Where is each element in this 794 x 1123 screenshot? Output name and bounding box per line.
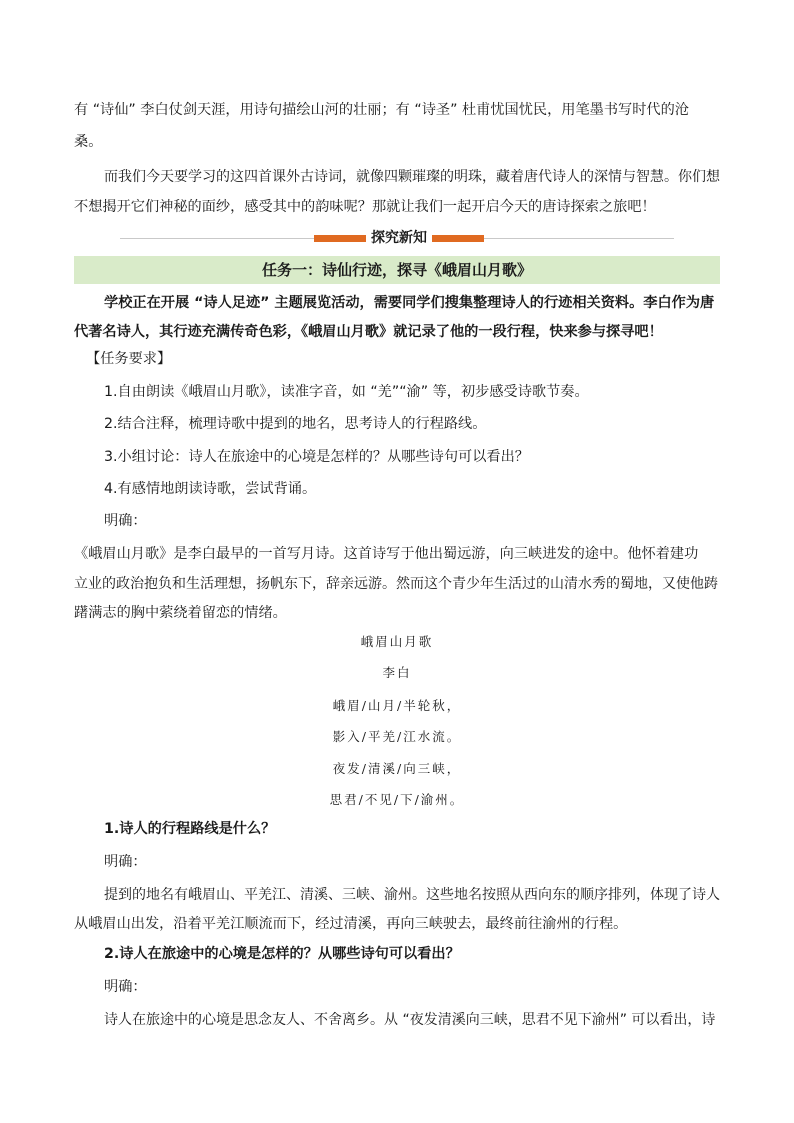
poem-line-3: 夜发/清溪/向三峡， bbox=[332, 761, 462, 776]
clarify-line-1: 《峨眉山月歌》是李白最早的一首写月诗。这首诗写于他出蜀远游，向三峡进发的途中。他怀着建功 bbox=[74, 546, 699, 562]
section-title: 探究新知 bbox=[366, 228, 432, 248]
requirement-2: 2.结合注释，梳理诗歌中提到的地名，思考诗人的行程路线。 bbox=[104, 416, 487, 432]
question-2-clarify-label: 明确： bbox=[104, 979, 147, 995]
intro-line-3: 而我们今天要学习的这四首课外古诗词，就像四颗璀璨的明珠，藏着唐代诗人的深情与智慧。你们想 bbox=[104, 169, 720, 185]
task-requirements-heading: 【任务要求】 bbox=[86, 351, 172, 367]
intro-line-4: 不想揭开它们神秘的面纱，感受其中的韵味呢？那就让我们一起开启今天的唐诗探索之旅吧！ bbox=[74, 199, 656, 215]
question-1-clarify-label: 明确： bbox=[104, 854, 147, 870]
divider-accent-left bbox=[314, 235, 366, 242]
intro-line-2: 桑。 bbox=[74, 134, 103, 150]
poem-title: 峨眉山月歌 bbox=[360, 634, 434, 649]
question-1-answer-line-1: 提到的地名有峨眉山、平羌江、清溪、三峡、渝州。这些地名按照从西向东的顺序排列，体现了诗人 bbox=[104, 887, 720, 903]
task-desc-line-1: 学校正在开展 “诗人足迹” 主题展览活动，需要同学们搜集整理诗人的行迹相关资料。李白作为唐 bbox=[104, 295, 715, 311]
question-2: 2.诗人在旅途中的心境是怎样的？从哪些诗句可以看出？ bbox=[104, 946, 460, 962]
section-divider bbox=[120, 230, 674, 248]
poem-author: 李白 bbox=[382, 665, 412, 680]
requirement-1: 1.自由朗读《峨眉山月歌》，读准字音，如 “羌”“渝” 等，初步感受诗歌节奏。 bbox=[104, 384, 589, 400]
poem-line-2: 影入/平羌/江水流。 bbox=[332, 729, 462, 744]
question-1: 1.诗人的行程路线是什么？ bbox=[104, 821, 276, 837]
question-2-answer-line-1: 诗人在旅途中的心境是思念友人、不舍离乡。从 “夜发清溪向三峡，思君不见下渝州” 可以看出，诗 bbox=[104, 1012, 716, 1028]
task-desc-line-2: 代著名诗人，其行迹充满传奇色彩，《峨眉山月歌》就记录了他的一段行程，快来参与探寻吧！ bbox=[74, 324, 663, 340]
clarify-line-3: 躇满志的胸中萦绕着留恋的情绪。 bbox=[74, 605, 287, 621]
intro-line-1: 有 “诗仙” 李白仗剑天涯，用诗句描绘山河的壮丽；有 “诗圣” 杜甫忧国忧民，用笔墨书写时代的沧 bbox=[74, 102, 689, 118]
divider-accent-right bbox=[432, 235, 484, 242]
clarify-line-2: 立业的政治抱负和生活理想，扬帆东下，辞亲远游。然而这个青少年生活过的山清水秀的蜀地，又使他踌 bbox=[74, 576, 718, 592]
clarify-label: 明确： bbox=[104, 513, 147, 529]
poem-line-1: 峨眉/山月/半轮秋， bbox=[332, 698, 462, 713]
poem-line-4: 思君/不见/下/渝州。 bbox=[329, 792, 465, 807]
task-title: 任务一：诗仙行迹，探寻《峨眉山月歌》 bbox=[261, 261, 532, 279]
requirement-4: 4.有感情地朗读诗歌，尝试背诵。 bbox=[104, 481, 317, 497]
question-1-answer-line-2: 从峨眉山出发，沿着平羌江顺流而下，经过清溪，再向三峡驶去，最终前往渝州的行程。 bbox=[74, 916, 628, 932]
requirement-3: 3.小组讨论：诗人在旅途中的心境是怎样的？从哪些诗句可以看出？ bbox=[104, 449, 529, 465]
task-heading-bar bbox=[74, 256, 720, 284]
